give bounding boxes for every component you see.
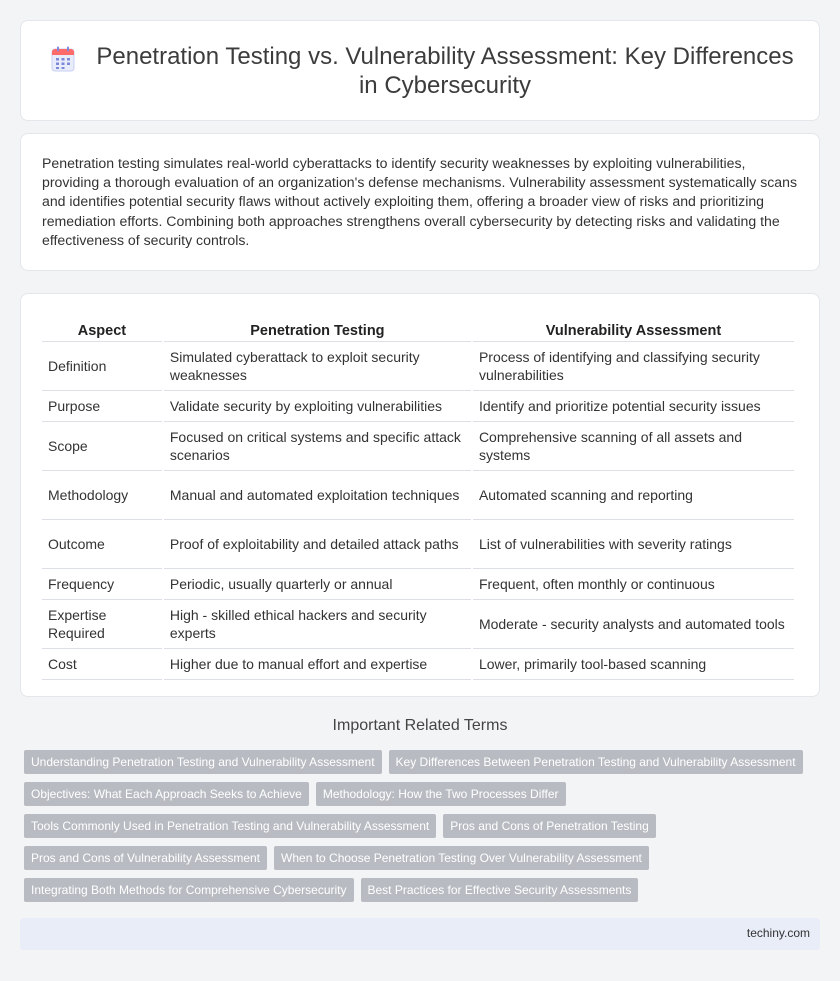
table-row (42, 422, 794, 471)
table-row (42, 649, 794, 680)
cell-aspect: Methodology (42, 471, 162, 520)
cell-penetration: Validate security by exploiting vulnerabilities (164, 391, 471, 422)
cell-penetration: Manual and automated exploitation techniques (164, 471, 471, 520)
intro-paragraph: Penetration testing simulates real-world cyberattacks to identify security weaknesses by exploiting vulnerabilities, providing a thorough evaluation of an organization's defense mechanisms. Vulnerability assessment systematically scans and identifies potential security flaws without actively exploiting them, offering a broader view of risks and prioritizing remediation efforts. Combining both approaches strengthens overall cybersecurity by detecting risks and validating the effectiveness of security controls. (42, 155, 798, 248)
header-aspect: Aspect (42, 314, 162, 342)
related-term-link[interactable]: Understanding Penetration Testing and Vulnerability Assessment (24, 750, 382, 774)
comparison-table (40, 314, 796, 680)
related-term-link[interactable]: Key Differences Between Penetration Testing and Vulnerability Assessment (389, 750, 803, 774)
cell-aspect: Purpose (42, 391, 162, 422)
cell-aspect: Outcome (42, 520, 162, 569)
related-term-link[interactable]: Pros and Cons of Vulnerability Assessment (24, 846, 267, 870)
footer-bar (20, 918, 820, 950)
related-term-link[interactable]: When to Choose Penetration Testing Over Vulnerability Assessment (274, 846, 649, 870)
cell-penetration: Simulated cyberattack to exploit security weaknesses (164, 342, 471, 391)
table-row (42, 342, 794, 391)
cell-vulnerability: Process of identifying and classifying security vulnerabilities (473, 342, 794, 391)
cell-aspect: Definition (42, 342, 162, 391)
page-title: Penetration Testing vs. Vulnerability Assessment: Key Differences in Cybersecurity (96, 42, 794, 99)
cell-penetration: Focused on critical systems and specific attack scenarios (164, 422, 471, 471)
related-term-link[interactable]: Tools Commonly Used in Penetration Testing and Vulnerability Assessment (24, 814, 436, 838)
table-row (42, 391, 794, 422)
related-term-link[interactable]: Best Practices for Effective Security Assessments (361, 878, 639, 902)
table-row (42, 569, 794, 600)
cell-penetration: Proof of exploitability and detailed attack paths (164, 520, 471, 569)
cell-vulnerability: List of vulnerabilities with severity ratings (473, 520, 794, 569)
cell-aspect: Frequency (42, 569, 162, 600)
cell-vulnerability: Frequent, often monthly or continuous (473, 569, 794, 600)
cell-vulnerability: Comprehensive scanning of all assets and systems (473, 422, 794, 471)
comparison-table-card (20, 293, 820, 697)
related-terms-title: Important Related Terms (332, 717, 508, 734)
intro-card (20, 133, 820, 271)
related-term-link[interactable]: Methodology: How the Two Processes Differ (316, 782, 566, 806)
related-term-link[interactable]: Pros and Cons of Penetration Testing (443, 814, 656, 838)
cell-penetration: High - skilled ethical hackers and security experts (164, 600, 471, 649)
related-term-link[interactable]: Integrating Both Methods for Comprehensive Cybersecurity (24, 878, 354, 902)
table-row (42, 600, 794, 649)
cell-aspect: Expertise Required (42, 600, 162, 649)
cell-aspect: Scope (42, 422, 162, 471)
table-row (42, 471, 794, 520)
cell-vulnerability: Identify and prioritize potential security issues (473, 391, 794, 422)
cell-penetration: Higher due to manual effort and expertise (164, 649, 471, 680)
related-term-link[interactable]: Objectives: What Each Approach Seeks to Achieve (24, 782, 309, 806)
table-header-row (42, 314, 794, 342)
related-terms-list (24, 750, 824, 910)
cell-vulnerability: Automated scanning and reporting (473, 471, 794, 520)
header-vulnerability-assessment: Vulnerability Assessment (473, 314, 794, 342)
cell-penetration: Periodic, usually quarterly or annual (164, 569, 471, 600)
cell-aspect: Cost (42, 649, 162, 680)
cell-vulnerability: Moderate - security analysts and automated tools (473, 600, 794, 649)
header-card (20, 20, 820, 121)
cell-vulnerability: Lower, primarily tool-based scanning (473, 649, 794, 680)
footer-site-link[interactable]: techiny.com (746, 926, 810, 940)
header-penetration-testing: Penetration Testing (164, 314, 471, 342)
table-row (42, 520, 794, 569)
